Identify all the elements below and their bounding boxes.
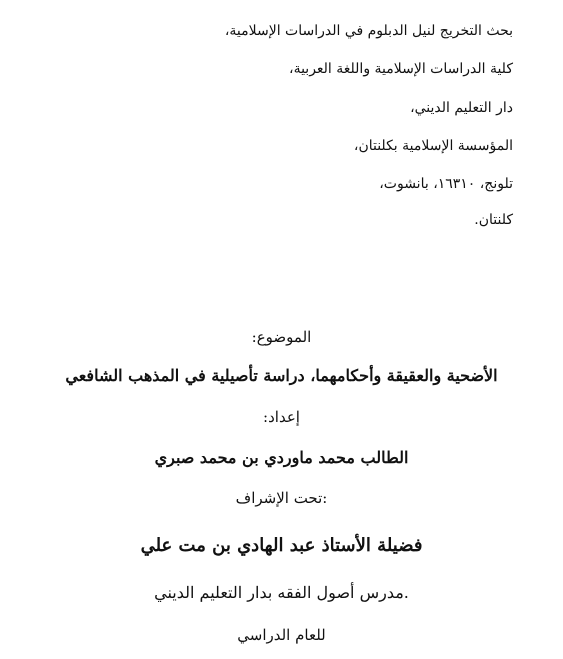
prepared-by-label: إعداد:: [263, 408, 300, 426]
address-line-6: كلنتان.: [474, 212, 513, 228]
address-line-1: بحث التخريج لنيل الدبلوم في الدراسات الإسلامية،: [224, 23, 513, 39]
address-line-5: تلونج، ١٦٣١٠، بانشوت،: [379, 176, 513, 192]
supervision-label: :تحت الإشراف: [235, 489, 328, 507]
address-line-2: كلية الدراسات الإسلامية واللغة العربية،: [289, 61, 513, 77]
address-line-4: المؤسسة الإسلامية بكلنتان،: [353, 138, 513, 154]
address-line-3: دار التعليم الديني،: [410, 100, 513, 116]
supervisor-name: فضيلة الأستاذ عبد الهادي بن مت علي: [140, 535, 423, 556]
academic-year-label: للعام الدراسي: [237, 626, 326, 644]
subject-title: الأضحية والعقيقة وأحكامهما، دراسة تأصيلية في المذهب الشافعي: [65, 366, 498, 385]
student-name: الطالب محمد ماوردي بن محمد صبري: [154, 448, 409, 467]
supervisor-role: .مدرس أصول الفقه بدار التعليم الديني: [154, 583, 409, 602]
subject-label: الموضوع:: [251, 328, 312, 346]
